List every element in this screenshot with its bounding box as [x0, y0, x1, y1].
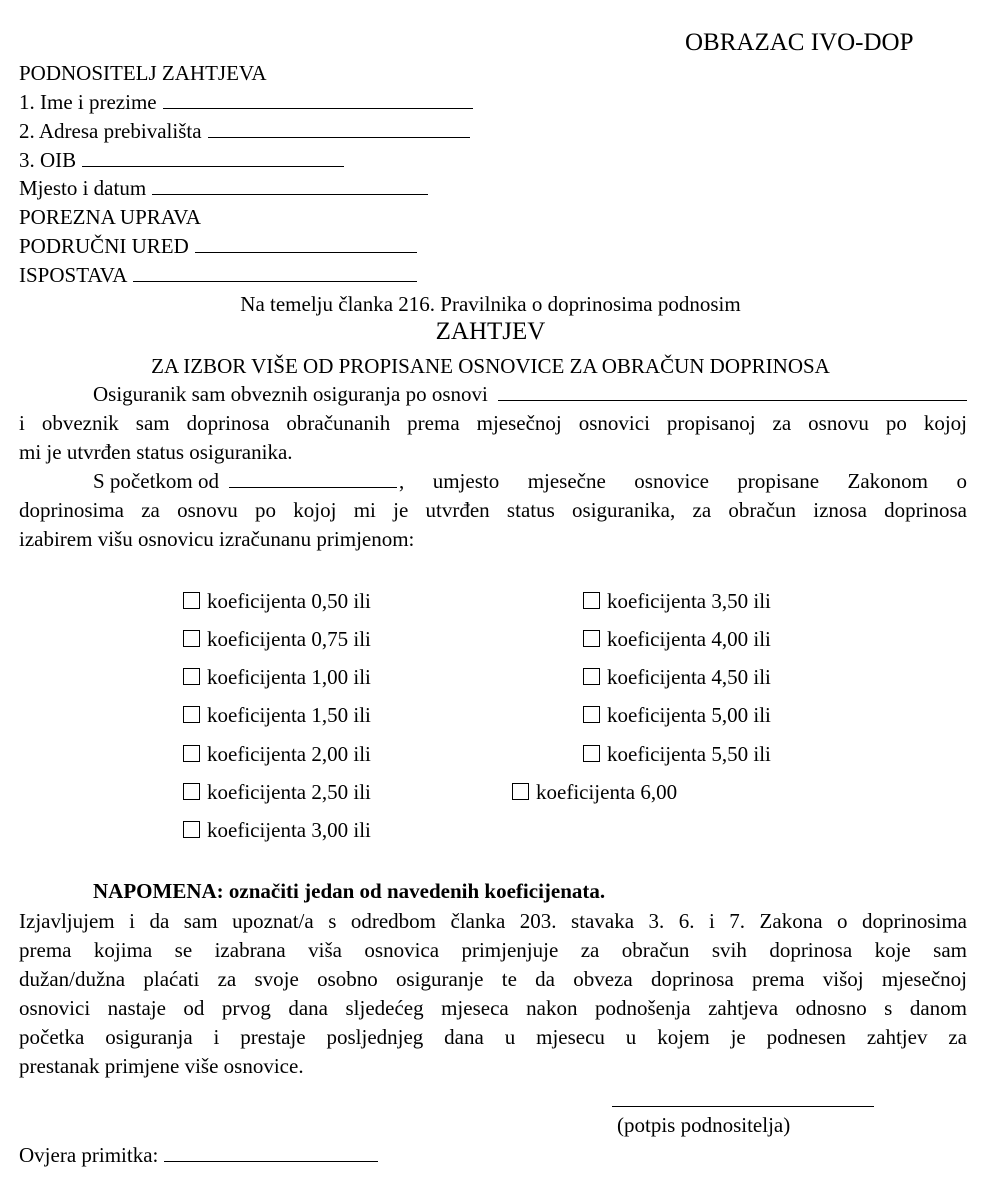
coefficient-label: koeficijenta 5,00 ili [607, 703, 771, 727]
tax-admin-heading: POREZNA UPRAVA [19, 205, 201, 229]
coefficient-label: koeficijenta 2,00 ili [207, 742, 371, 766]
address-label: 2. Adresa prebivališta [19, 119, 202, 143]
checkbox[interactable] [183, 783, 200, 800]
name-label: 1. Ime i prezime [19, 90, 157, 114]
form-code: OBRAZAC IVO-DOP [685, 29, 914, 56]
declaration-line-2: prema kojima se izabrana viša osnovica primjenjuje za obračun svih doprinosa koje sam [19, 938, 967, 962]
coefficient-label: koeficijenta 2,50 ili [207, 780, 371, 804]
coefficient-label: koeficijenta 0,50 ili [207, 589, 371, 613]
oib-row [19, 146, 344, 175]
coefficient-label: koeficijenta 3,50 ili [607, 589, 771, 613]
coefficient-option-2-00[interactable] [183, 740, 371, 769]
coefficient-option-1-50[interactable] [183, 701, 371, 730]
checkbox[interactable] [183, 668, 200, 685]
receipt-field[interactable] [164, 1141, 378, 1162]
signature-caption: (potpis podnositelja) [617, 1113, 791, 1137]
coefficient-label: koeficijenta 5,50 ili [607, 742, 771, 766]
coefficient-label: koeficijenta 3,00 ili [207, 818, 371, 842]
para2-line1-row [93, 467, 967, 496]
start-date-field[interactable] [229, 467, 397, 488]
coefficient-label: koeficijenta 4,50 ili [607, 665, 771, 689]
coefficient-option-1-00[interactable] [183, 663, 371, 692]
checkbox[interactable] [583, 592, 600, 609]
declaration-line-1: Izjavljujem i da sam upoznat/a s odredbom članka 203. stavaka 3. 6. i 7. Zakona o doprinosima [19, 909, 967, 933]
declaration-line-4: osnovici nastaje od prvog dana sljedećeg mjeseca nakon podnošenja zahtjeva odnosno s danom [19, 996, 967, 1020]
coefficient-label: koeficijenta 6,00 [536, 780, 678, 804]
checkbox[interactable] [512, 783, 529, 800]
place-date-row [19, 174, 428, 203]
coefficient-option-0-75[interactable] [183, 625, 371, 654]
declaration-line-6: prestanak primjene više osnovice. [19, 1054, 304, 1078]
checkbox[interactable] [183, 745, 200, 762]
coefficient-option-6-00[interactable] [512, 778, 677, 807]
regional-office-row [19, 232, 417, 261]
branch-row [19, 261, 417, 290]
para2-line1-start: S početkom od [93, 469, 219, 493]
name-field[interactable] [163, 88, 473, 109]
form-title: ZAHTJEV [435, 318, 546, 345]
coefficient-option-3-50[interactable] [583, 587, 771, 616]
receipt-row [19, 1141, 378, 1170]
signature-field[interactable] [612, 1106, 874, 1107]
checkbox[interactable] [583, 630, 600, 647]
checkbox[interactable] [583, 706, 600, 723]
declaration-line-3: dužan/dužna plaćati za svoje osobno osiguranje te da obveza doprinosa prema višoj mjesečnoj [19, 967, 967, 991]
coefficient-option-4-50[interactable] [583, 663, 771, 692]
coefficient-label: koeficijenta 1,00 ili [207, 665, 371, 689]
place-date-field[interactable] [152, 174, 428, 195]
para1-line1-row [93, 380, 967, 409]
regional-office-label: PODRUČNI URED [19, 234, 189, 258]
coefficient-option-2-50[interactable] [183, 778, 371, 807]
regional-office-field[interactable] [195, 232, 417, 253]
form-subtitle: ZA IZBOR VIŠE OD PROPISANE OSNOVICE ZA OBRAČUN DOPRINOSA [151, 354, 830, 378]
para2-line2: doprinosima za osnovu po kojoj mi je utvrđen status osiguranika, za obračun iznosa doprinosa [19, 498, 967, 522]
checkbox[interactable] [183, 706, 200, 723]
branch-field[interactable] [133, 261, 417, 282]
para1-line3: mi je utvrđen status osiguranika. [19, 440, 293, 464]
coefficient-option-4-00[interactable] [583, 625, 771, 654]
branch-label: ISPOSTAVA [19, 263, 128, 287]
name-row [19, 88, 473, 117]
checkbox[interactable] [183, 821, 200, 838]
coefficient-option-3-00[interactable] [183, 816, 371, 845]
coefficient-option-5-00[interactable] [583, 701, 771, 730]
para1-line2: i obveznik sam doprinosa obračunanih prema mjesečnoj osnovici propisanoj za osnovu po kojoj [19, 411, 967, 435]
oib-label: 3. OIB [19, 148, 77, 172]
declaration-line-5: početka osiguranja i prestaje posljednjeg dana u mjesecu u kojem je podnesen zahtjev za [19, 1025, 967, 1049]
address-field[interactable] [208, 117, 470, 138]
place-date-label: Mjesto i datum [19, 176, 147, 200]
coefficient-option-5-50[interactable] [583, 740, 771, 769]
coefficient-label: koeficijenta 1,50 ili [207, 703, 371, 727]
receipt-label: Ovjera primitka: [19, 1143, 159, 1167]
para2-start [93, 467, 399, 496]
applicant-heading: PODNOSITELJ ZAHTJEVA [19, 61, 267, 85]
checkbox[interactable] [583, 668, 600, 685]
coefficient-label: koeficijenta 4,00 ili [607, 627, 771, 651]
note-text: NAPOMENA: označiti jedan od navedenih koeficijenata. [93, 879, 606, 903]
coefficient-option-0-50[interactable] [183, 587, 371, 616]
checkbox[interactable] [183, 630, 200, 647]
coefficient-label: koeficijenta 0,75 ili [207, 627, 371, 651]
insurance-basis-field[interactable] [498, 380, 967, 401]
oib-field[interactable] [82, 146, 344, 167]
checkbox[interactable] [183, 592, 200, 609]
para2-line3: izabirem višu osnovicu izračunanu primjenom: [19, 527, 415, 551]
para1-line1: Osiguranik sam obveznih osiguranja po osnovi [93, 382, 488, 406]
checkbox[interactable] [583, 745, 600, 762]
para2-line1-end: , umjesto mjesečne osnovice propisane Zakonom o [399, 469, 967, 493]
intro-text: Na temelju članka 216. Pravilnika o doprinosima podnosim [240, 292, 741, 316]
address-row [19, 117, 470, 146]
